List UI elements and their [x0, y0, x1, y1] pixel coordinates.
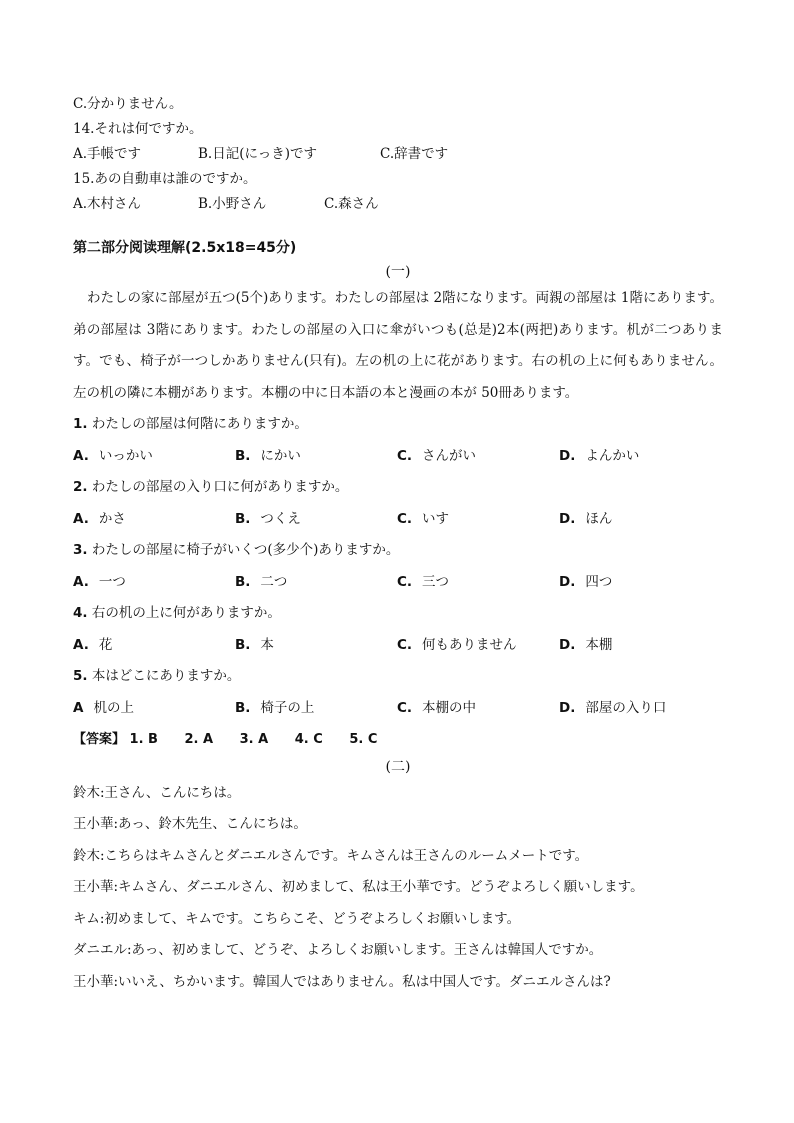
option	[235, 504, 397, 536]
answer-key	[73, 724, 723, 756]
option-text: にかい	[260, 447, 301, 464]
question-item	[73, 535, 723, 598]
q14-options	[73, 142, 723, 167]
option	[559, 567, 612, 599]
option	[73, 567, 235, 599]
question-item	[73, 598, 723, 661]
option-text: 部屋の入り口	[585, 699, 667, 716]
q15-question: 15.あの自動車は誰のですか。	[73, 171, 257, 187]
dialogue-line: 鈴木:王さん、こんにちは。	[73, 784, 241, 801]
option-text: いっかい	[98, 447, 153, 464]
question-body: わたしの部屋の入り口に何がありますか。	[91, 479, 349, 495]
answer-item: 3. A	[239, 732, 269, 747]
section-title: 第二部分阅读理解(2.5x18=45分)	[73, 240, 297, 256]
question-item	[73, 472, 723, 535]
option-text: 一つ	[98, 573, 126, 590]
question-text	[73, 535, 723, 567]
option-letter: A.	[73, 510, 89, 527]
question-number: 5.	[73, 668, 88, 684]
option-text: 花	[98, 636, 113, 653]
option-text: 何もありません	[422, 636, 517, 653]
q13-option-c: C.分かりません。	[73, 96, 183, 112]
question-number: 4.	[73, 605, 88, 621]
question-list	[73, 409, 723, 724]
dialogue-line: ダニエル:あっ、初めまして、どうぞ、よろしくお願いします。王さんは韓国人ですか。	[73, 942, 603, 958]
option	[559, 504, 612, 536]
dialogue-line: 王小華:いいえ、ちかいます。韓国人ではありません。私は中国人です。ダニエルさんは?	[73, 973, 611, 990]
question-text	[73, 598, 723, 630]
option-text: 椅子の上	[260, 699, 315, 716]
q15-option-c: C.森さん	[324, 196, 379, 212]
option-text: 二つ	[260, 573, 288, 590]
option-letter: C.	[397, 636, 413, 653]
option-letter: A.	[73, 573, 89, 590]
question-options	[73, 693, 723, 725]
option	[73, 504, 235, 536]
option-letter: C.	[397, 510, 413, 527]
option-letter: D.	[559, 510, 576, 527]
q15-option-b: B.小野さん	[198, 196, 267, 212]
option-text: よんかい	[585, 447, 640, 464]
option-text: いす	[422, 510, 450, 527]
question-number: 2.	[73, 479, 88, 495]
question-number: 1.	[73, 416, 88, 432]
option	[397, 504, 559, 536]
option-letter: D.	[559, 447, 576, 464]
option-text: さんがい	[422, 447, 477, 464]
option	[559, 693, 666, 725]
question-number: 3.	[73, 542, 88, 558]
option-letter: A	[73, 699, 84, 716]
question-item	[73, 661, 723, 724]
option-text: かさ	[98, 510, 126, 527]
dialogue	[73, 778, 723, 999]
q15-option-a: A.木村さん	[73, 196, 142, 212]
question-text	[73, 409, 723, 441]
option	[235, 630, 397, 662]
option-letter: B.	[235, 573, 251, 590]
option-letter: C.	[397, 699, 413, 716]
answer-item: 4. C	[294, 732, 323, 747]
q14-option-c: C.辞書です	[380, 146, 449, 162]
question-item	[73, 409, 723, 472]
option	[73, 630, 235, 662]
option-letter: A.	[73, 636, 89, 653]
q14-option-b: B.日記(にっき)です	[198, 146, 317, 162]
option-letter: A.	[73, 447, 89, 464]
question-text	[73, 661, 723, 693]
option-text: 本	[260, 636, 274, 653]
q15-options	[73, 192, 723, 217]
option-text: ほん	[585, 510, 613, 527]
option	[73, 441, 235, 473]
option-text: 三つ	[422, 573, 450, 590]
option	[559, 630, 612, 662]
dialogue-line: 王小華:あっ、鈴木先生、こんにちは。	[73, 816, 307, 832]
q14-option-a: A.手帳です	[73, 146, 142, 162]
reading-passage: わたしの家に部屋が五つ(5个)あります。わたしの部屋は 2階になります。両親の部屋は 1階にあります。弟の部屋は 3階にあります。わたしの部屋の入口に傘がいつも(总是)2本(两把)あります。机が二つあります。でも、椅子が一つしかありません(只有)。左の机の上に花があります。右の机の上に何もありません。左の机の隣に本棚があります。本棚の中に日本語の本と漫画の本が 50冊あります。	[73, 290, 723, 401]
option-text: 本棚の中	[422, 699, 477, 716]
question-text	[73, 472, 723, 504]
dialogue-line: 鈴木:こちらはキムさんとダニエルさんです。キムさんは王さんのルームメートです。	[73, 847, 589, 864]
answer-item: 2. A	[184, 732, 214, 747]
question-body: わたしの部屋に椅子がいくつ(多少个)ありますか。	[91, 542, 400, 558]
option-letter: D.	[559, 573, 576, 590]
option-letter: B.	[235, 636, 251, 653]
question-options	[73, 567, 723, 599]
exam-page	[73, 92, 723, 998]
option	[235, 567, 397, 599]
part1-label: (一)	[385, 264, 411, 280]
question-body: 右の机の上に何がありますか。	[91, 605, 281, 621]
question-body: 本はどこにありますか。	[91, 668, 241, 684]
option-letter: D.	[559, 636, 576, 653]
part2-label: (二)	[385, 758, 411, 775]
option-letter: B.	[235, 447, 251, 464]
question-body: わたしの部屋は何階にありますか。	[91, 416, 308, 432]
option	[235, 693, 397, 725]
option-letter: C.	[397, 573, 413, 590]
dialogue-line: キム:初めまして、キムです。こちらこそ、どうぞよろしくお願いします。	[73, 910, 521, 927]
option-text: つくえ	[260, 510, 301, 527]
answer-label: 【答案】	[73, 732, 126, 747]
option	[397, 567, 559, 599]
option-text: 四つ	[585, 573, 613, 590]
option-letter: D.	[559, 699, 576, 716]
question-options	[73, 504, 723, 536]
option	[235, 441, 397, 473]
option-letter: B.	[235, 699, 251, 716]
dialogue-line: 王小華:キムさん、ダニエルさん、初めまして、私は王小華です。どうぞよろしく願いします。	[73, 879, 644, 895]
question-options	[73, 630, 723, 662]
question-options	[73, 441, 723, 473]
option	[397, 630, 559, 662]
option	[397, 441, 559, 473]
option	[559, 441, 639, 473]
answer-item: 1. B	[129, 732, 158, 747]
option-letter: C.	[397, 447, 413, 464]
answer-item: 5. C	[349, 732, 378, 747]
q14-question: 14.それは何ですか。	[73, 121, 203, 137]
option-text: 机の上	[93, 699, 134, 716]
option	[73, 693, 235, 725]
option	[397, 693, 559, 725]
option-letter: B.	[235, 510, 251, 527]
option-text: 本棚	[585, 636, 613, 653]
